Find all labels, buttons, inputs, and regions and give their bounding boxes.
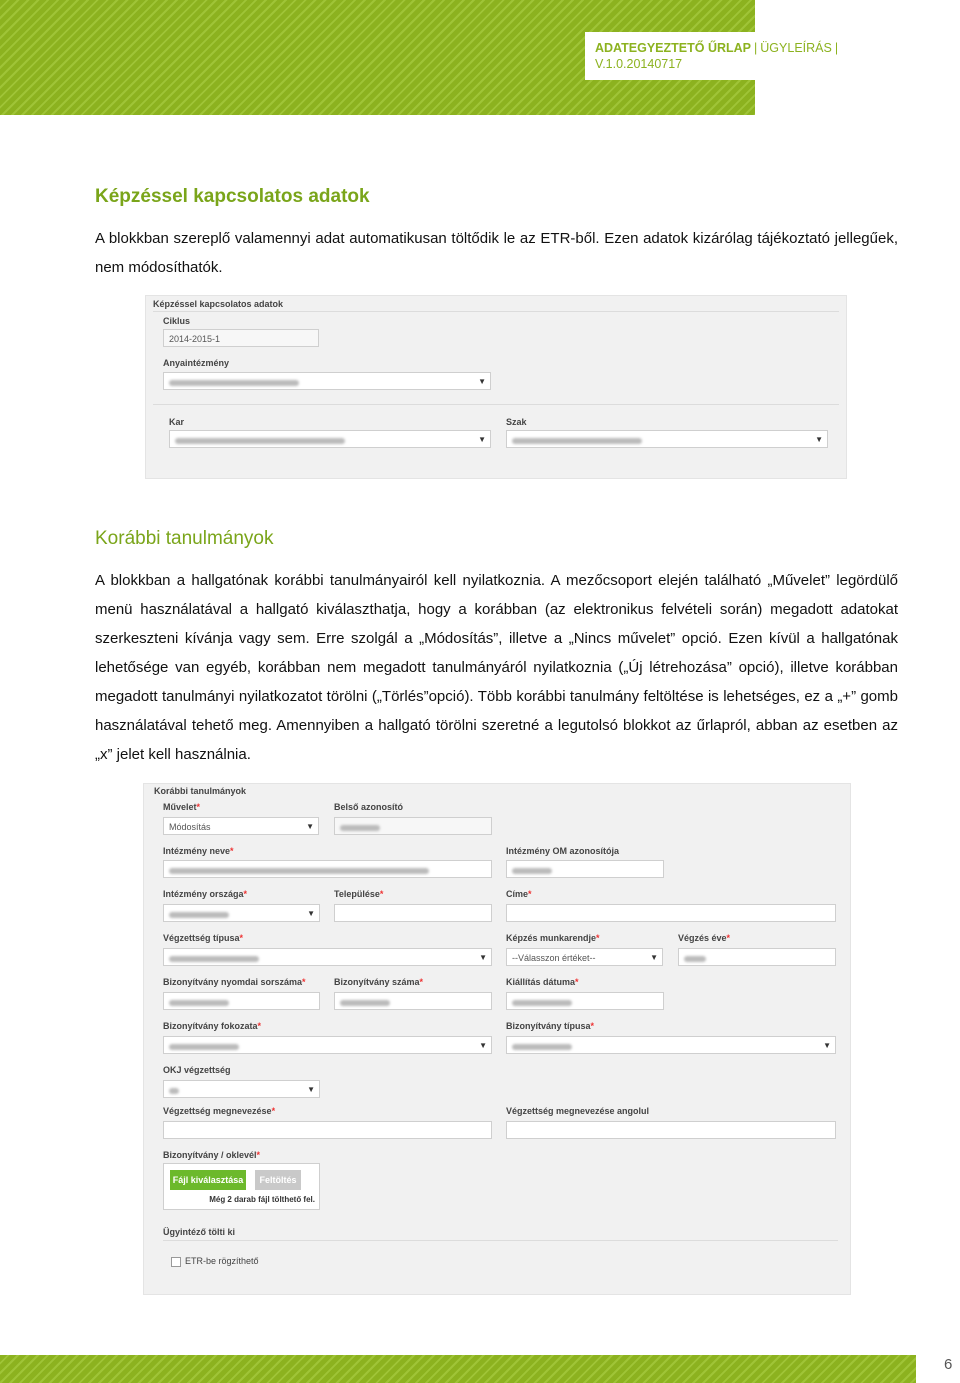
required-mark: * bbox=[726, 933, 731, 943]
intezmeny-orszaga-label-wrap bbox=[163, 889, 247, 899]
bizonyitvany-oklevel-label-wrap bbox=[163, 1150, 260, 1160]
vegzettseg-tipusa-select[interactable] bbox=[163, 948, 492, 966]
telepulese-field[interactable] bbox=[334, 904, 492, 922]
section2-paragraph bbox=[95, 566, 898, 769]
fajl-kivalasztasa-button[interactable]: Fájl kiválasztása bbox=[170, 1170, 246, 1190]
file-upload-box bbox=[163, 1163, 320, 1210]
vegzes-eve-label: Végzés éve bbox=[678, 933, 727, 943]
section2-text: A blokkban a hallgatónak korábbi tanulmányairól kell nyilatkoznia. A mezőcsoport elején található „Művelet” legördülő menü használatával a hallgató kiválaszthatja, hogy a korábban (az elektronikus felvételi során) megadott adatokat szerkeszteni kívánja vagy sem. Erre szolgál a „Módosítás”, illetve a „Nincs művelet” opció. Ezen kívül a hallgatónak lehetősége van egyéb, korábban nem megadott tanulmányáról nyilatkoznia („Új létrehozása” opció), illetve korábban megadott tanulmányi nyilatkozatot törölni („Törlés”opció). Több korábbi tanulmány feltöltése is lehetséges, ez a „+” gomb használatával tehető meg. Amennyiben a hallgató törölni szeretné a legutolsó blokkot az űrlapról, abban az esetben az „x” jelet kell használnia. bbox=[95, 572, 898, 763]
vegzes-eve-label-wrap bbox=[678, 933, 730, 943]
telepulese-label-wrap bbox=[334, 889, 383, 899]
section1-paragraph bbox=[95, 224, 898, 282]
section-heading-kepzes: Képzéssel kapcsolatos adatok bbox=[95, 186, 370, 207]
required-mark: * bbox=[271, 1106, 276, 1116]
kiallitas-datuma-label: Kiállítás dátuma bbox=[506, 977, 576, 987]
header-subtitle: ÜGYLEÍRÁS bbox=[760, 41, 832, 55]
muvelet-label-wrap bbox=[163, 802, 200, 812]
blurred-value bbox=[340, 825, 380, 831]
blurred-value bbox=[512, 1044, 572, 1050]
okj-select[interactable] bbox=[163, 1080, 320, 1098]
page-number: 6 bbox=[944, 1356, 953, 1373]
vegzettseg-megnevezese-angolul-field[interactable] bbox=[506, 1121, 836, 1139]
bizonyitvany-nyomdai-label: Bizonyítvány nyomdai sorszáma bbox=[163, 977, 303, 987]
required-mark: * bbox=[596, 933, 600, 943]
blurred-value bbox=[169, 380, 299, 386]
muvelet-select[interactable] bbox=[163, 817, 319, 835]
vegzettseg-tipusa-label: Végzettség típusa bbox=[163, 933, 240, 943]
vegzes-eve-field[interactable] bbox=[678, 948, 836, 966]
required-mark: * bbox=[257, 1021, 262, 1031]
feltoltes-button[interactable]: Feltöltés bbox=[255, 1170, 301, 1190]
blurred-value bbox=[169, 1000, 229, 1006]
screenshot-korabbi-form bbox=[143, 783, 851, 1295]
bizonyitvany-tipusa-select[interactable] bbox=[506, 1036, 836, 1054]
header-title: ADATEGYEZTETŐ ŰRLAP bbox=[595, 41, 752, 55]
file-upload-note: Még 2 darab fájl tölthető fel. bbox=[209, 1195, 315, 1204]
blurred-value bbox=[684, 956, 706, 962]
kepzes-munkarendje-label: Képzés munkarendje bbox=[506, 933, 597, 943]
blurred-value bbox=[512, 1000, 572, 1006]
blurred-value bbox=[169, 868, 429, 874]
blurred-value bbox=[169, 956, 259, 962]
required-mark: * bbox=[196, 802, 201, 812]
required-mark: * bbox=[590, 1021, 595, 1031]
kepzes-munkarendje-value: --Válasszon értéket-- bbox=[512, 953, 596, 963]
blurred-value bbox=[169, 912, 229, 918]
bizonyitvany-nyomdai-field[interactable] bbox=[163, 992, 320, 1010]
bizonyitvany-szama-label: Bizonyítvány száma bbox=[334, 977, 420, 987]
divider bbox=[153, 404, 839, 405]
required-mark: * bbox=[528, 889, 532, 899]
vegzettseg-megnevezese-label: Végzettség megnevezése bbox=[163, 1106, 272, 1116]
muvelet-value: Módosítás bbox=[169, 822, 211, 832]
ugyintezo-label: Ügyintéző tölti ki bbox=[163, 1227, 235, 1237]
bizonyitvany-fokozata-select[interactable] bbox=[163, 1036, 492, 1054]
ciklus-field[interactable]: 2014-2015-1 bbox=[163, 329, 319, 347]
divider bbox=[153, 311, 839, 312]
muvelet-label: Művelet bbox=[163, 802, 197, 812]
required-mark: * bbox=[575, 977, 579, 987]
intezmeny-neve-label: Intézmény neve bbox=[163, 846, 231, 856]
kiallitas-datuma-label-wrap bbox=[506, 977, 579, 987]
blurred-value bbox=[169, 1088, 179, 1094]
bizonyitvany-szama-label-wrap bbox=[334, 977, 423, 987]
dropdown-arrow-icon: ▼ bbox=[478, 435, 486, 444]
required-mark: * bbox=[239, 933, 244, 943]
section1-text: A blokkban szereplő valamennyi adat automatikusan töltődik le az ETR-ből. Ezen adatok kizárólag tájékoztató jellegűek, nem módosíthatók. bbox=[95, 230, 898, 276]
cime-field[interactable] bbox=[506, 904, 836, 922]
vegzettseg-megnevezese-label-wrap bbox=[163, 1106, 275, 1116]
bizonyitvany-szama-field[interactable] bbox=[334, 992, 492, 1010]
header-version: V.1.0.20140717 bbox=[595, 57, 683, 71]
belso-azonosito-label: Belső azonosító bbox=[334, 802, 404, 812]
dropdown-arrow-icon: ▼ bbox=[307, 1085, 315, 1094]
vegzettseg-tipusa-label-wrap bbox=[163, 933, 243, 943]
dropdown-arrow-icon: ▼ bbox=[650, 953, 658, 962]
blurred-value bbox=[340, 1000, 390, 1006]
bizonyitvany-nyomdai-label-wrap bbox=[163, 977, 306, 987]
form-title: Képzéssel kapcsolatos adatok bbox=[153, 299, 284, 309]
dropdown-arrow-icon: ▼ bbox=[307, 909, 315, 918]
telepulese-label: Települése bbox=[334, 889, 380, 899]
kar-select[interactable] bbox=[169, 430, 491, 448]
okj-label: OKJ végzettség bbox=[163, 1065, 231, 1075]
blurred-value bbox=[169, 1044, 239, 1050]
szak-select[interactable] bbox=[506, 430, 828, 448]
blurred-value bbox=[175, 438, 345, 444]
required-mark: * bbox=[230, 846, 234, 856]
vegzettseg-megnevezese-field[interactable] bbox=[163, 1121, 492, 1139]
etr-checkbox[interactable] bbox=[171, 1257, 181, 1267]
required-mark: * bbox=[256, 1150, 261, 1160]
dropdown-arrow-icon: ▼ bbox=[823, 1041, 831, 1050]
kepzes-munkarendje-label-wrap bbox=[506, 933, 600, 943]
cime-label-wrap bbox=[506, 889, 532, 899]
vegzettseg-megnevezese-angolul-label: Végzettség megnevezése angolul bbox=[506, 1106, 650, 1116]
header-separator: | bbox=[754, 41, 758, 55]
cime-label: Címe bbox=[506, 889, 529, 899]
blurred-value bbox=[512, 868, 552, 874]
intezmeny-neve-label-wrap bbox=[163, 846, 234, 856]
bizonyitvany-tipusa-label: Bizonyítvány típusa bbox=[506, 1021, 591, 1031]
footer-stripe-band bbox=[0, 1355, 916, 1383]
kepzes-munkarendje-select[interactable] bbox=[506, 948, 663, 966]
divider bbox=[163, 1240, 838, 1241]
kar-label: Kar bbox=[169, 417, 185, 427]
anyaintezmeny-select[interactable] bbox=[163, 372, 491, 390]
required-mark: * bbox=[243, 889, 248, 899]
dropdown-arrow-icon: ▼ bbox=[479, 953, 487, 962]
blurred-value bbox=[512, 438, 642, 444]
required-mark: * bbox=[302, 977, 306, 987]
document-header bbox=[585, 32, 839, 80]
belso-azonosito-field[interactable] bbox=[334, 817, 492, 835]
ciklus-label: Ciklus bbox=[163, 316, 191, 326]
screenshot-kepzes-form bbox=[145, 295, 847, 479]
bizonyitvany-tipusa-label-wrap bbox=[506, 1021, 594, 1031]
bizonyitvany-fokozata-label-wrap bbox=[163, 1021, 261, 1031]
dropdown-arrow-icon: ▼ bbox=[306, 822, 314, 831]
intezmeny-om-label: Intézmény OM azonosítója bbox=[506, 846, 620, 856]
szak-label: Szak bbox=[506, 417, 527, 427]
bizonyitvany-fokozata-label: Bizonyítvány fokozata bbox=[163, 1021, 258, 1031]
intezmeny-neve-field[interactable] bbox=[163, 860, 492, 878]
section-heading-korabbi: Korábbi tanulmányok bbox=[95, 528, 274, 549]
required-mark: * bbox=[419, 977, 424, 987]
anyaintezmeny-label: Anyaintézmény bbox=[163, 358, 230, 368]
header-separator-2: | bbox=[834, 41, 839, 55]
form-title: Korábbi tanulmányok bbox=[154, 786, 247, 796]
bizonyitvany-oklevel-label: Bizonyítvány / oklevél bbox=[163, 1150, 257, 1160]
intezmeny-orszaga-label: Intézmény országa bbox=[163, 889, 244, 899]
kiallitas-datuma-field[interactable] bbox=[506, 992, 664, 1010]
intezmeny-orszaga-select[interactable] bbox=[163, 904, 320, 922]
etr-checkbox-label: ETR-be rögzíthető bbox=[185, 1256, 259, 1266]
dropdown-arrow-icon: ▼ bbox=[478, 377, 486, 386]
intezmeny-om-field[interactable] bbox=[506, 860, 664, 878]
dropdown-arrow-icon: ▼ bbox=[815, 435, 823, 444]
dropdown-arrow-icon: ▼ bbox=[479, 1041, 487, 1050]
required-mark: * bbox=[379, 889, 384, 899]
